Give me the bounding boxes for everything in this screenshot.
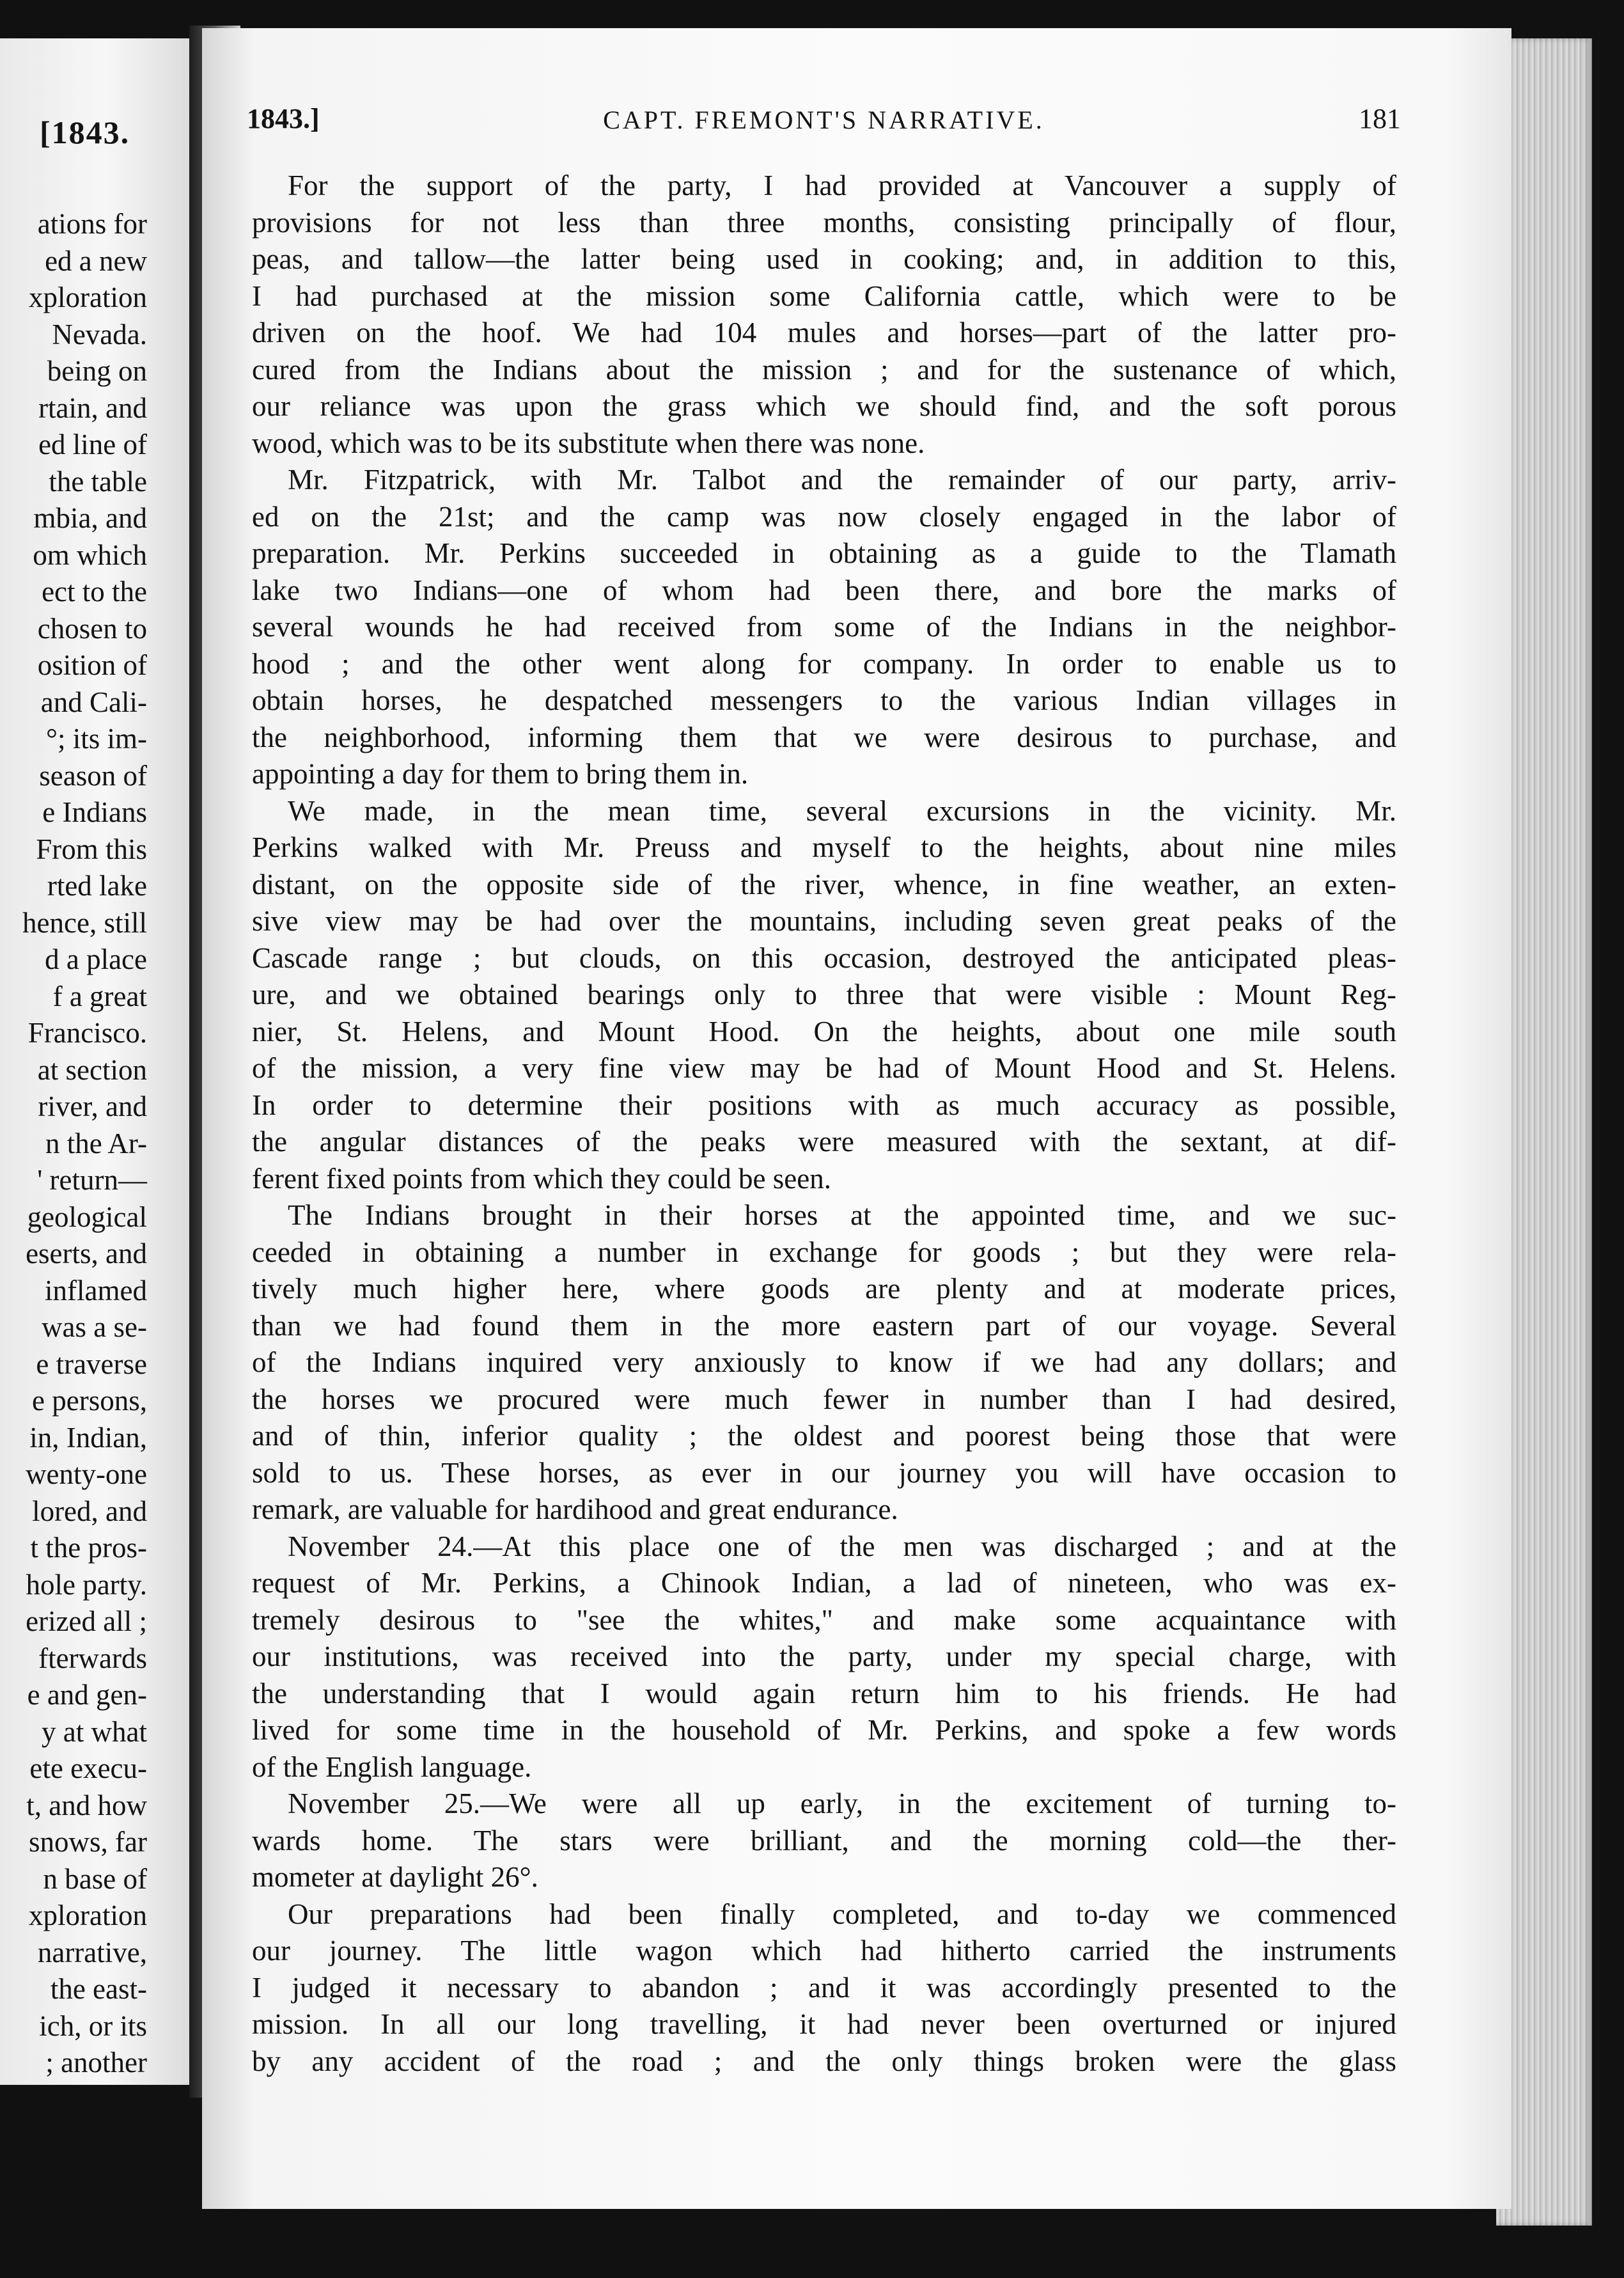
text-line: I had purchased at the mission some California cattle, which were to be — [252, 279, 1396, 312]
left-page-line: ed line of — [38, 428, 147, 460]
left-page-line: river, and — [38, 1090, 147, 1122]
text-line: cured from the Indians about the mission ; and for the sustenance of which, — [252, 353, 1396, 386]
left-page-line: y at what — [42, 1715, 147, 1748]
left-page-line: From this — [36, 833, 147, 865]
text-line: appointing a day for them to bring them in. — [252, 758, 749, 790]
text-line: tremely desirous to "see the whites," and make some acquaintance with — [252, 1603, 1396, 1636]
left-page-line: om which — [33, 538, 147, 571]
left-page-line: °; its im- — [45, 723, 147, 755]
left-page-line: xploration — [29, 1899, 147, 1931]
left-page-line: ect to the — [42, 576, 147, 608]
left-page-line: e traverse — [36, 1347, 147, 1380]
text-line: provisions for not less than three months, consisting principally of flour, — [252, 206, 1396, 239]
text-line: Mr. Fitzpatrick, with Mr. Talbot and the remainder of our party, arriv- — [288, 464, 1396, 496]
left-page-line: in, Indian, — [29, 1421, 147, 1454]
left-page-line: rtain, and — [38, 391, 147, 424]
text-line: preparation. Mr. Perkins succeeded in obtaining as a guide to the Tlamath — [252, 537, 1396, 569]
text-line: ure, and we obtained bearings only to three that were visible : Mount Reg- — [252, 978, 1396, 1010]
left-page-line: and Cali- — [40, 686, 147, 718]
text-line: lived for some time in the household of Mr. Perkins, and spoke a few words — [252, 1714, 1396, 1746]
text-line: request of Mr. Perkins, a Chinook Indian, a lad of nineteen, who was ex- — [252, 1567, 1396, 1599]
text-line: In order to determine their positions with as much accuracy as possible, — [252, 1088, 1396, 1121]
left-page-line: xploration — [29, 281, 147, 313]
text-line: of the mission, a very fine view may be had of Mount Hood and St. Helens. — [252, 1052, 1396, 1084]
text-line: our institutions, was received into the party, under my special charge, with — [252, 1640, 1396, 1672]
left-page-line: being on — [47, 355, 147, 387]
left-page-line: f a great — [52, 980, 147, 1012]
left-page-line: Nevada. — [52, 318, 147, 350]
text-line: our reliance was upon the grass which we should find, and the soft porous — [252, 390, 1396, 422]
left-page-line: erized all ; — [26, 1605, 147, 1637]
left-page-line: n base of — [43, 1862, 147, 1895]
text-line: ed on the 21st; and the camp was now closely engaged in the labor of — [252, 500, 1396, 533]
text-line: The Indians brought in their horses at the appointed time, and we suc- — [288, 1199, 1396, 1231]
left-page-line: t the pros- — [30, 1532, 147, 1564]
text-line: mission. In all our long travelling, it had never been overturned or injured — [252, 2008, 1396, 2040]
left-page-line: narrative, — [37, 1936, 147, 1968]
left-page-line: mbia, and — [33, 502, 147, 534]
running-head — [247, 102, 1401, 147]
running-head-year: 1843.] — [247, 103, 320, 134]
left-page-line: hence, still — [22, 906, 147, 939]
left-page-line: chosen to — [37, 612, 147, 645]
text-line: ferent fixed points from which they could be seen. — [252, 1162, 831, 1195]
left-page-line: at section — [37, 1053, 147, 1086]
left-page-line: snows, far — [29, 1826, 147, 1858]
text-line: Cascade range ; but clouds, on this occasion, destroyed the anticipated pleas- — [252, 941, 1396, 974]
text-line: nier, St. Helens, and Mount Hood. On the heights, about one mile south — [252, 1015, 1396, 1048]
text-line: driven on the hoof. We had 104 mules and horses—part of the latter pro- — [252, 317, 1396, 349]
left-page-line: hole party. — [26, 1568, 147, 1601]
left-page-line: ete execu- — [29, 1752, 147, 1784]
left-page-line: was a se- — [42, 1311, 147, 1343]
left-page-line: eserts, and — [26, 1237, 147, 1269]
left-page-line: lored, and — [32, 1495, 147, 1527]
left-page-line: fterwards — [38, 1642, 147, 1674]
text-line: November 25.—We were all up early, in the excitement of turning to- — [288, 1787, 1396, 1819]
left-page-line: Francisco. — [27, 1017, 147, 1049]
text-line: wards home. The stars were brilliant, and the morning cold—the ther- — [252, 1824, 1396, 1857]
text-line: remark, are valuable for hardihood and great endurance. — [252, 1493, 898, 1525]
text-line: of the Indians inquired very anxiously to know if we had any dollars; and — [252, 1346, 1396, 1378]
left-page-line: the east- — [50, 1973, 147, 2005]
text-line: the neighborhood, informing them that we were desirous to purchase, and — [252, 721, 1396, 753]
text-line: by any accident of the road ; and the only things broken were the glass — [252, 2045, 1396, 2077]
left-page-line: rted lake — [47, 870, 147, 902]
text-line: several wounds he had received from some of the Indians in the neighbor- — [252, 611, 1396, 643]
text-line: distant, on the opposite side of the river, whence, in fine weather, an exten- — [252, 868, 1396, 900]
text-line: Perkins walked with Mr. Preuss and myself to the heights, about nine miles — [252, 831, 1396, 863]
text-line: obtain horses, he despatched messengers to the various Indian villages in — [252, 684, 1396, 716]
left-page-line: ations for — [37, 208, 147, 240]
text-line: For the support of the party, I had provided at Vancouver a supply of — [288, 169, 1396, 201]
text-line: sive view may be had over the mountains, including seven great peaks of the — [252, 905, 1396, 937]
left-page-line: osition of — [37, 649, 147, 681]
text-line: peas, and tallow—the latter being used in cooking; and, in addition to this, — [252, 243, 1396, 275]
left-page-line: inflamed — [45, 1274, 147, 1307]
left-page-line: ed a new — [45, 244, 147, 277]
left-page-line: e persons, — [32, 1385, 147, 1417]
text-line: tively much higher here, where goods are plenty and at moderate prices, — [252, 1273, 1396, 1305]
text-line: of the English language. — [252, 1750, 532, 1783]
left-page-line: t, and how — [26, 1789, 147, 1821]
left-page-line: season of — [39, 759, 147, 792]
text-line: sold to us. These horses, as ever in our journey you will have occasion to — [252, 1456, 1396, 1489]
text-line: I judged it necessary to abandon ; and it was accordingly presented to the — [252, 1971, 1396, 2004]
left-page-line: d a place — [45, 943, 147, 975]
text-line: the understanding that I would again return him to his friends. He had — [252, 1677, 1396, 1709]
page-number: 181 — [1359, 103, 1401, 134]
text-line: and of thin, inferior quality ; the oldest and poorest being those that were — [252, 1420, 1396, 1452]
text-line: the horses we procured were much fewer in number than I had desired, — [252, 1383, 1396, 1415]
left-page-line: ich, or its — [39, 2009, 147, 2042]
text-line: than we had found them in the more eastern part of our voyage. Several — [252, 1309, 1396, 1342]
page-body-text — [252, 168, 1396, 2080]
text-line: Our preparations had been finally completed, and to-day we commenced — [288, 1897, 1396, 1930]
text-line: the angular distances of the peaks were measured with the sextant, at dif- — [252, 1126, 1396, 1158]
left-page-line: e and gen- — [27, 1679, 147, 1711]
text-line: wood, which was to be its substitute when there was none. — [252, 427, 925, 459]
text-line: mometer at daylight 26°. — [252, 1861, 538, 1893]
left-page-line: ' return— — [37, 1164, 147, 1196]
text-line: We made, in the mean time, several excursions in the vicinity. Mr. — [288, 794, 1396, 827]
text-line: ceeded in obtaining a number in exchange for goods ; but they were rela- — [252, 1236, 1396, 1268]
left-page-text — [0, 206, 147, 2082]
left-page-line: e Indians — [42, 796, 147, 828]
text-line: November 24.—At this place one of the men was discharged ; and at the — [288, 1530, 1396, 1562]
left-page-line: n the Ar- — [45, 1127, 147, 1159]
running-head-title: CAPT. FREMONT'S NARRATIVE. — [603, 106, 1045, 134]
text-line: lake two Indians—one of whom had been there, and bore the marks of — [252, 574, 1396, 606]
text-line: hood ; and the other went along for company. In order to enable us to — [252, 647, 1396, 680]
left-page-line: wenty-one — [26, 1458, 147, 1490]
left-page-line: the table — [49, 465, 147, 498]
left-page-header: [1843. — [40, 114, 130, 150]
left-page-line: ; another — [45, 2046, 147, 2078]
text-line: our journey. The little wagon which had hitherto carried the instruments — [252, 1935, 1396, 1967]
left-page — [0, 38, 192, 2085]
left-page-line: geological — [27, 1200, 147, 1233]
